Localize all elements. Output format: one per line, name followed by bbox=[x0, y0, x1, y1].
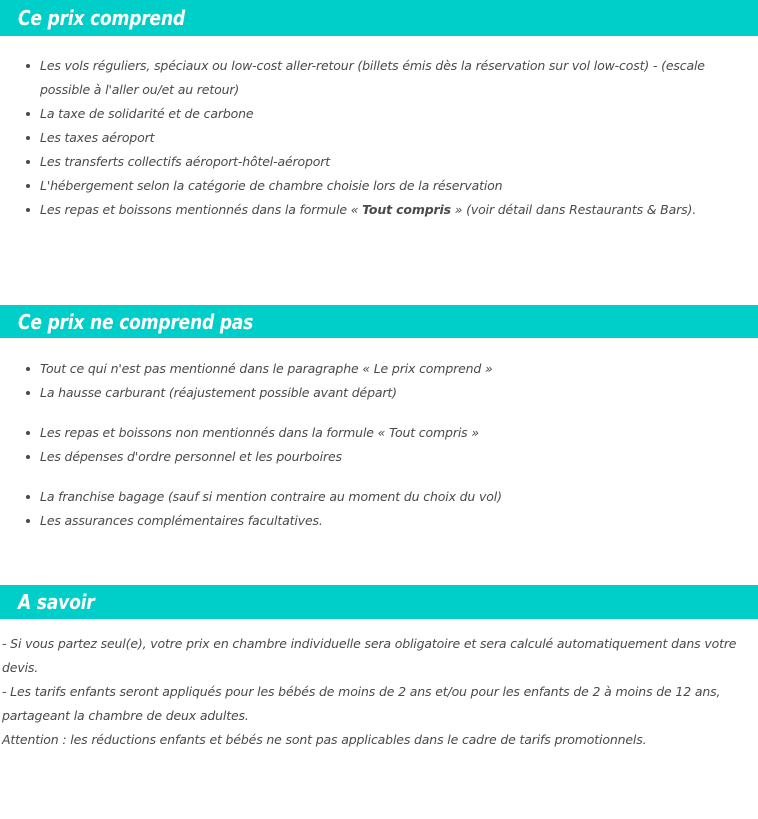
bullet-icon bbox=[26, 184, 30, 188]
list-item-label: Les dépenses d'ordre personnel et les pourboires bbox=[40, 449, 342, 464]
list-item-label: Tout ce qui n'est pas mentionné dans le paragraphe « Le prix comprend » bbox=[40, 361, 493, 376]
list-item-label: Les vols réguliers, spéciaux ou low-cost aller-retour (billets émis dès la réservation sur vol low-cost) - (escale possible à l'aller ou/et au retour) bbox=[40, 58, 705, 97]
excluded-list bbox=[0, 357, 758, 533]
list-item-label: La franchise bagage (sauf si mention contraire au moment du choix du vol) bbox=[40, 489, 502, 504]
bullet-icon bbox=[26, 136, 30, 140]
spacer bbox=[0, 533, 758, 585]
bullet-icon bbox=[26, 391, 30, 395]
list-item bbox=[0, 198, 758, 222]
list-item bbox=[0, 174, 758, 198]
section-header-a-savoir bbox=[0, 585, 758, 619]
list-item bbox=[0, 357, 758, 381]
bullet-icon bbox=[26, 64, 30, 68]
list-item bbox=[0, 421, 758, 445]
list-item-label: Les assurances complémentaires facultatives. bbox=[40, 513, 323, 528]
bullet-icon bbox=[26, 208, 30, 212]
section-header-ce-prix-ne-comprend-pas bbox=[0, 305, 758, 338]
bullet-icon bbox=[26, 455, 30, 459]
note-paragraph: - Si vous partez seul(e), votre prix en chambre individuelle sera obligatoire et sera calculé automatiquement dans votre devis. bbox=[2, 636, 737, 675]
section-body-a-savoir bbox=[0, 632, 758, 752]
list-item-label: L'hébergement selon la catégorie de chambre choisie lors de la réservation bbox=[40, 178, 503, 193]
bullet-icon bbox=[26, 112, 30, 116]
list-item-label-suffix: » (voir détail dans Restaurants & Bars). bbox=[450, 202, 697, 217]
spacer bbox=[0, 222, 758, 305]
section-body-ce-prix-comprend bbox=[0, 54, 758, 222]
list-item bbox=[0, 102, 758, 126]
spacer bbox=[0, 619, 758, 632]
bullet-icon bbox=[26, 519, 30, 523]
list-item bbox=[0, 509, 758, 533]
list-item bbox=[0, 150, 758, 174]
list-item bbox=[0, 126, 758, 150]
included-list bbox=[0, 54, 758, 222]
list-item-label: La taxe de solidarité et de carbone bbox=[40, 106, 254, 121]
list-item-label: Les taxes aéroport bbox=[40, 130, 155, 145]
note-paragraph: - Les tarifs enfants seront appliqués pour les bébés de moins de 2 ans et/ou pour les enfants de 2 à moins de 12 ans, partageant la chambre de deux adultes. bbox=[2, 684, 721, 723]
section-body-ce-prix-ne-comprend-pas bbox=[0, 357, 758, 533]
section-title: A savoir bbox=[18, 590, 95, 614]
section-header-ce-prix-comprend bbox=[0, 0, 758, 36]
bullet-icon bbox=[26, 431, 30, 435]
bullet-icon bbox=[26, 160, 30, 164]
list-item-label: Les repas et boissons non mentionnés dans la formule « Tout compris » bbox=[40, 425, 479, 440]
list-item-label: La hausse carburant (réajustement possible avant départ) bbox=[40, 385, 397, 400]
spacer bbox=[0, 36, 758, 54]
bullet-icon bbox=[26, 367, 30, 371]
list-item-label-emphasis: Tout compris bbox=[362, 202, 451, 217]
list-item bbox=[0, 54, 758, 102]
list-item-label-prefix: Les repas et boissons mentionnés dans la formule « bbox=[40, 202, 363, 217]
list-item bbox=[0, 445, 758, 469]
spacer bbox=[0, 338, 758, 357]
section-title: Ce prix ne comprend pas bbox=[18, 309, 254, 334]
list-item bbox=[0, 381, 758, 405]
bullet-icon bbox=[26, 495, 30, 499]
note-paragraph: Attention : les réductions enfants et bébés ne sont pas applicables dans le cadre de tarifs promotionnels. bbox=[2, 732, 647, 747]
list-item-label: Les transferts collectifs aéroport-hôtel-aéroport bbox=[40, 154, 331, 169]
section-title: Ce prix comprend bbox=[18, 6, 185, 30]
list-item bbox=[0, 485, 758, 509]
